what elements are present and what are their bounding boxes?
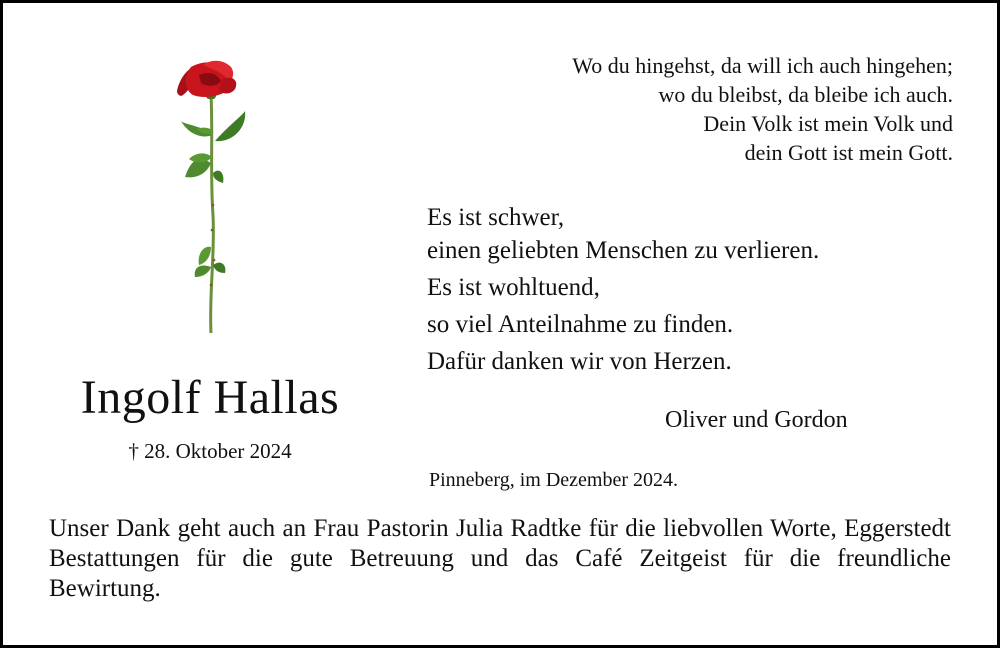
thanks-text [427, 201, 819, 378]
verse-line: wo du bleibst, da bleibe ich auch. [658, 82, 953, 107]
verse-line: Wo du hingehst, da will ich auch hingehen; [572, 53, 953, 78]
bible-verse [572, 51, 953, 167]
thanks-line: Dafür danken wir von Herzen. [427, 348, 732, 375]
thanks-line: Es ist wohltuend, [427, 274, 600, 301]
thanks-line: so viel Anteilnahme zu finden. [427, 311, 734, 338]
death-date: † 28. Oktober 2024 [128, 439, 292, 463]
deceased-name: Ingolf Hallas [80, 371, 340, 424]
place-date: Pinneberg, im Dezember 2024. [429, 469, 679, 491]
red-rose-image [163, 55, 263, 337]
verse-line: Dein Volk ist mein Volk und [703, 111, 953, 136]
signers: Oliver und Gordon [665, 407, 848, 433]
thanks-line: Es ist schwer, [427, 204, 565, 231]
thanks-line: einen geliebten Menschen zu verlieren. [427, 237, 820, 264]
footer-acknowledgement: Unser Dank geht auch an Frau Pastorin Julia Radtke für die liebvollen Worte, Eggerstedt Bestattungen für die gute Betreuung und das Café Zeitgeist für die freundliche Bewirtung. [49, 515, 951, 602]
verse-line: dein Gott ist mein Gott. [744, 140, 953, 165]
